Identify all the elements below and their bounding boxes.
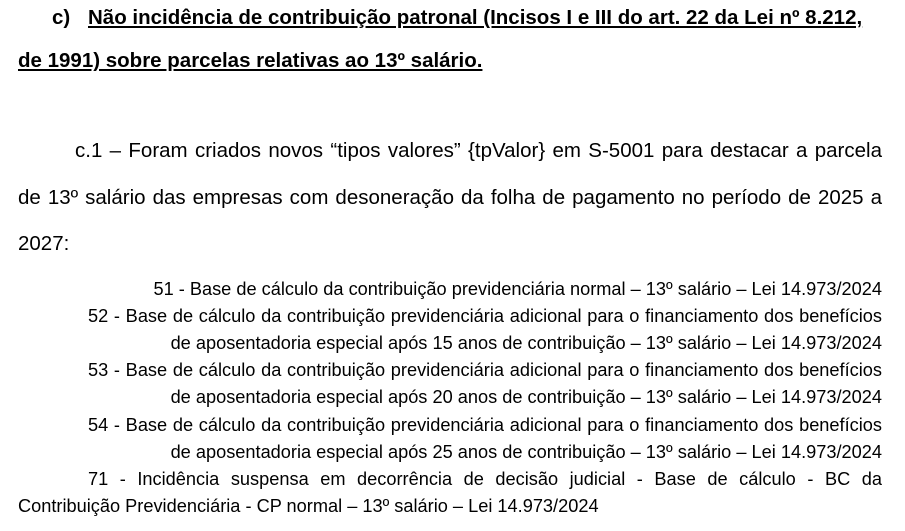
intro-paragraph xyxy=(18,128,882,268)
tipo-valor-item-52 xyxy=(18,303,882,357)
tipo-valor-text: 54 - Base de cálculo da contribuição previdenciária adicional para o financiamento dos benefícios de aposentadoria especial após 25 anos de contribuição – 13º salário – Lei 14.973/2024 xyxy=(88,414,882,462)
section-heading-line-2 xyxy=(18,38,882,84)
tipo-valor-item-54 xyxy=(18,412,882,466)
tipo-valor-text: 53 - Base de cálculo da contribuição previdenciária adicional para o financiamento dos benefícios de aposentadoria especial após 20 anos de contribuição – 13º salário – Lei 14.973/2024 xyxy=(88,360,882,408)
tipo-valor-text: 71 - Incidência suspensa em decorrência de decisão judicial - Base de cálculo - BC da Contribuição Previdenciária - CP normal – 13º salário – Lei 14.973/2024 xyxy=(18,468,882,517)
section-marker: c) xyxy=(52,6,71,29)
section-title-line-1: Não incidência de contribuição patronal (Incisos I e III do art. 22 da Lei nº 8.212, xyxy=(88,6,863,29)
document-page xyxy=(18,0,882,520)
intro-text: c.1 – Foram criados novos “tipos valores” {tpValor} em S-5001 para destacar a parcela de 13º salário das empresas com desoneração da folha de pagamento no período de 2025 a 2027: xyxy=(18,139,882,255)
section-title-line-2: de 1991) sobre parcelas relativas ao 13º salário. xyxy=(18,49,483,72)
tipo-valor-text: 51 - Base de cálculo da contribuição previdenciária normal – 13º salário – Lei 14.973/2024 xyxy=(153,278,882,299)
tipo-valor-text: 52 - Base de cálculo da contribuição previdenciária adicional para o financiamento dos benefícios de aposentadoria especial após 15 anos de contribuição – 13º salário – Lei 14.973/2024 xyxy=(88,305,882,353)
tipo-valor-item-51 xyxy=(18,276,882,303)
tipo-valor-item-71 xyxy=(18,466,882,520)
tipo-valor-list xyxy=(18,276,882,521)
section-heading xyxy=(18,0,882,84)
section-heading-line-1 xyxy=(18,0,882,38)
tipo-valor-item-53 xyxy=(18,357,882,411)
